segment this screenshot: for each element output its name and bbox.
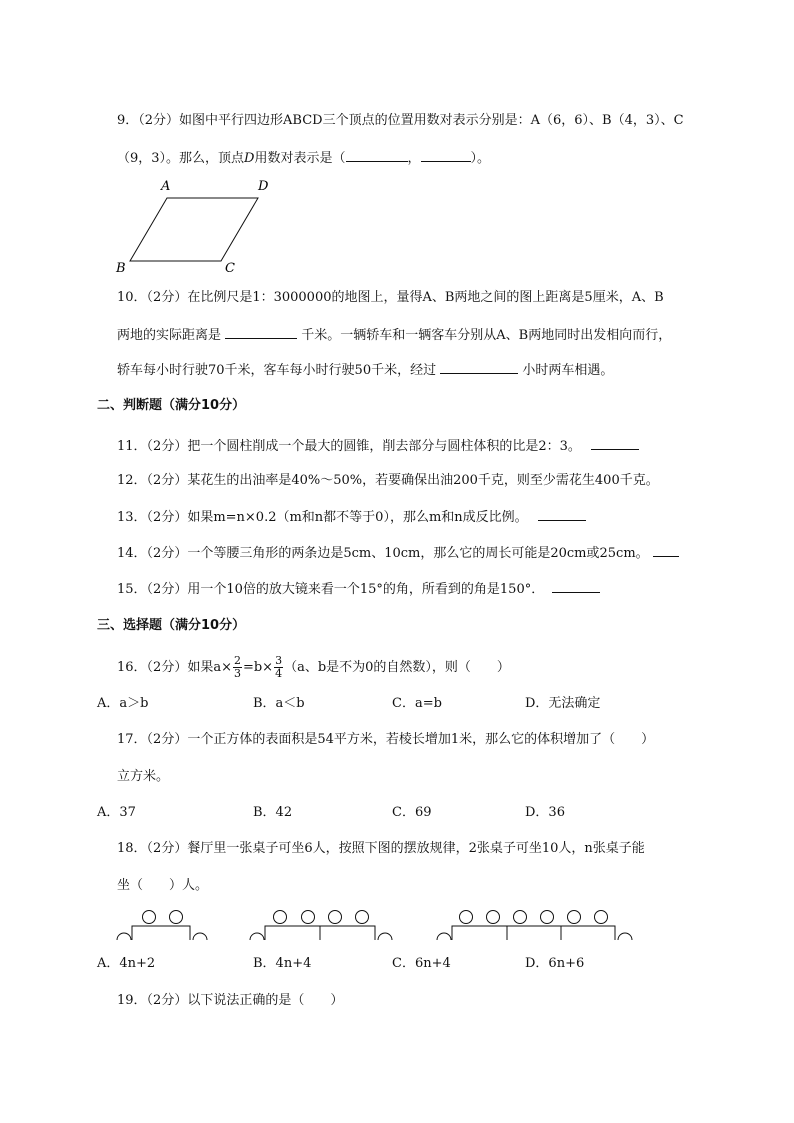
q11-text: 11．（2分）把一个圆柱削成一个最大的圆锥，削去部分与圆柱体积的比是2：3。 (117, 439, 581, 454)
q11 (117, 437, 639, 456)
q9-line2-pre: （9，3）。那么，顶点 (117, 151, 245, 166)
q9-line2 (117, 149, 490, 168)
q17-line2: 立方米。 (117, 769, 170, 784)
q12: 12．（2分）某花生的出油率是40%～50%，若要确保出油200千克，则至少需花生400千克。 (117, 473, 659, 488)
q14-text: 14．（2分）一个等腰三角形的两条边是5cm、10cm，那么它的周长可能是20cm或25cm。 (117, 546, 649, 561)
q17-option-a[interactable]: A．37 (97, 805, 136, 820)
label-a: A (161, 179, 171, 194)
q17-line1: 17．（2分）一个正方体的表面积是54平方米，若棱长增加1米，那么它的体积增加了（ ） (117, 732, 655, 747)
tables-seating-figure (110, 905, 640, 945)
q13 (117, 508, 586, 527)
q16-fraction-1 (233, 655, 242, 680)
q16-option-a[interactable]: A．a＞b (97, 696, 149, 711)
q18-option-c[interactable]: C．6n+4 (392, 956, 451, 971)
q18-option-b[interactable]: B．4n+4 (253, 956, 312, 971)
q10-line2-post: 千米。一辆轿车和一辆客车分别从A、B两地同时出发相向而行， (301, 328, 672, 343)
q18-option-a[interactable]: A．4n+2 (97, 956, 156, 971)
q9-line1: 9．（2分）如图中平行四边形ABCD三个顶点的位置用数对表示分别是：A（6，6）、B（4，3）、C (117, 113, 684, 128)
q11-answer-blank[interactable] (591, 437, 639, 450)
q19: 19．（2分）以下说法正确的是（ ） (117, 993, 344, 1008)
q16-f1-den: 3 (233, 667, 241, 680)
q16-option-c[interactable]: C．a=b (392, 696, 442, 711)
section-2-heading: 二、判断题（满分10分） (97, 398, 246, 413)
label-b: B (116, 261, 126, 276)
q10-line3-post: 小时两车相遇。 (522, 363, 614, 378)
q15-text: 15．（2分）用一个10倍的放大镜来看一个15°的角，所看到的角是150°． (117, 582, 545, 597)
q18-option-d[interactable]: D．6n+6 (525, 956, 585, 971)
q9-line2-mid: 用数对表示是（ (254, 151, 346, 166)
label-c: C (225, 261, 235, 276)
q9-comma: ， (407, 151, 421, 166)
q18-line2: 坐（ ）人。 (117, 878, 209, 893)
one-table-group (117, 911, 207, 941)
parallelogram-figure (110, 175, 280, 280)
q17-option-b[interactable]: B．42 (253, 805, 293, 820)
q16-option-d[interactable]: D．无法确定 (525, 696, 601, 711)
label-d: D (258, 179, 269, 194)
q16-f2-num: 3 (275, 654, 283, 667)
section-3-heading: 三、选择题（满分10分） (97, 618, 246, 633)
q10-line2-pre: 两地的实际距离是 (117, 328, 222, 343)
q16-pre: 16．（2分）如果a× (117, 660, 232, 675)
q13-answer-blank[interactable] (538, 508, 586, 521)
q16-post: （a、b是不为0的自然数），则（ ） (284, 660, 510, 675)
q9-line2-end: ）。 (470, 151, 491, 166)
q14 (117, 544, 679, 563)
q10-blank-distance[interactable] (225, 326, 297, 339)
q16-mid: =b× (242, 660, 274, 675)
three-tables-group (437, 911, 632, 941)
q16 (117, 655, 510, 680)
q18-line1: 18．（2分）餐厅里一张桌子可坐6人，按照下图的摆放规律，2张桌子可坐10人，n张桌子能 (117, 841, 645, 856)
parallelogram-abcd (130, 198, 258, 261)
q9-blank-x[interactable] (346, 149, 408, 162)
two-tables-group (250, 911, 392, 941)
q17-option-d[interactable]: D．36 (525, 805, 565, 820)
q15-answer-blank[interactable] (552, 580, 600, 593)
q16-f1-num: 2 (233, 654, 241, 667)
q13-text: 13．（2分）如果m=n×0.2（m和n都不等于0），那么m和n成反比例。 (117, 510, 528, 525)
q10-line3 (117, 361, 613, 380)
q9-blank-y[interactable] (421, 149, 471, 162)
q10-blank-hours[interactable] (440, 361, 518, 374)
q16-option-b[interactable]: B．a＜b (253, 696, 305, 711)
q16-f2-den: 4 (275, 667, 283, 680)
q17-option-c[interactable]: C．69 (392, 805, 432, 820)
q15 (117, 580, 600, 599)
q10-line3-pre: 轿车每小时行驶70千米，客车每小时行驶50千米，经过 (117, 363, 437, 378)
q14-answer-blank[interactable] (653, 544, 679, 557)
q10-line2 (117, 326, 671, 345)
q16-fraction-2 (274, 655, 283, 680)
q10-line1: 10．（2分）在比例尺是1：3000000的地图上，量得A、B两地之间的图上距离是5厘米，A、B (117, 290, 664, 305)
q9-var-d: D (244, 151, 255, 166)
